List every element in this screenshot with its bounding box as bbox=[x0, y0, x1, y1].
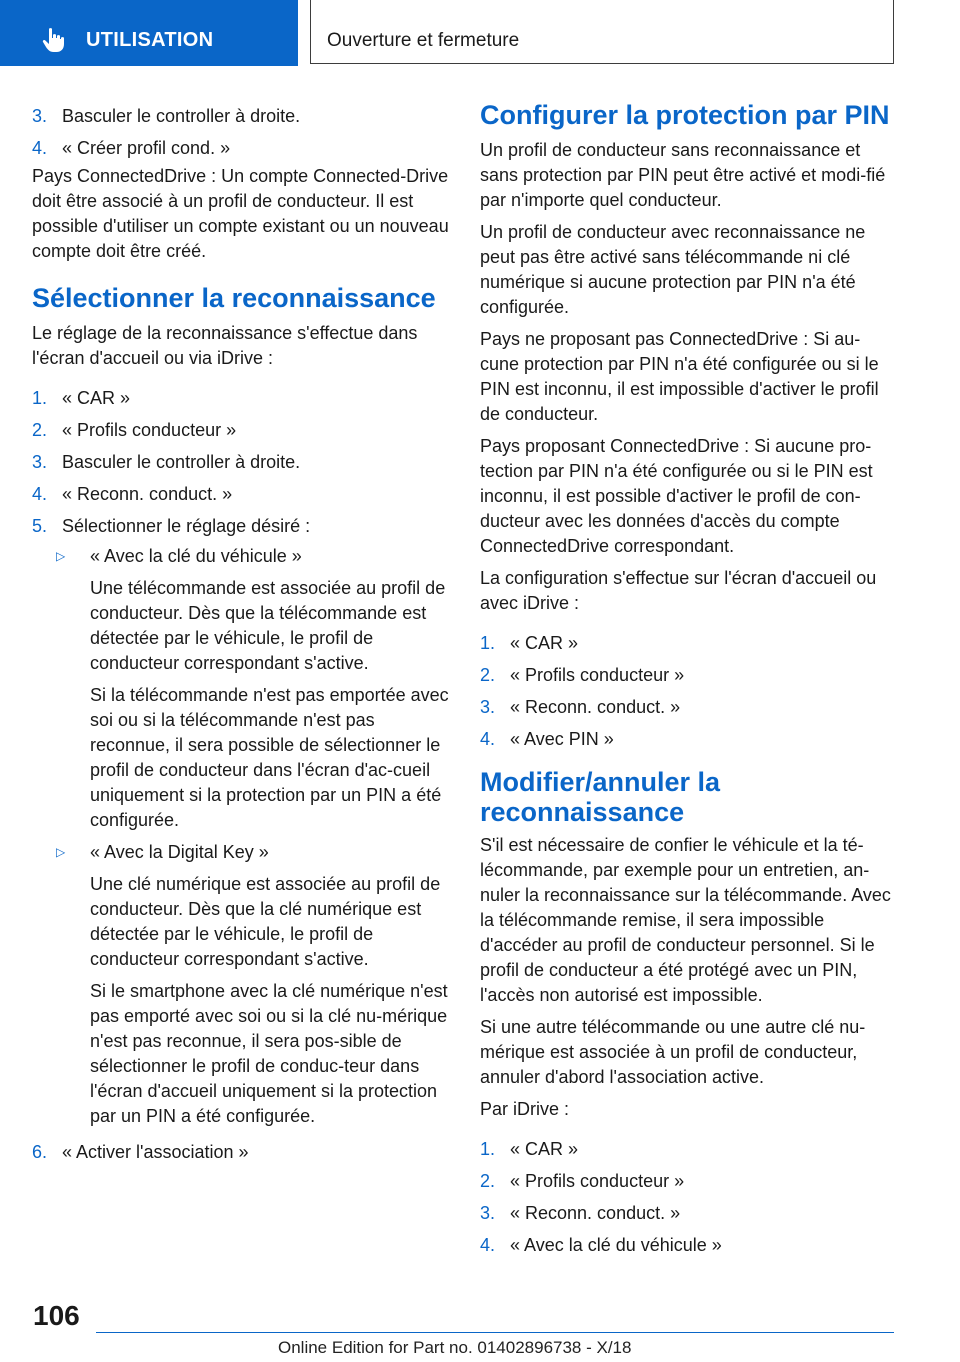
list-text: « Activer l'association » bbox=[62, 1142, 249, 1162]
list-item bbox=[480, 627, 896, 659]
list-text: « CAR » bbox=[62, 388, 131, 408]
list-item bbox=[32, 414, 450, 446]
pin-paragraph: Pays proposant ConnectedDrive : Si aucune pro-tection par PIN n'a été configurée ou si le PIN est inconnu, il est possible d'activer le profil de con-ducteur avec les données d'accès du compte ConnectedDrive correspondant. bbox=[480, 436, 873, 556]
list-item bbox=[32, 446, 450, 478]
modify-paragraph: Si une autre télécommande ou une autre clé nu-mérique est associée à un profil de conducteur, annuler d'abord l'association active. bbox=[480, 1017, 866, 1087]
list-number: 5. bbox=[32, 516, 48, 536]
connecteddrive-paragraph: Pays ConnectedDrive : Un compte Connected-Drive doit être associé à un profil de conducteur. Il est possible d'utiliser un compte existant ou un nouveau compte doit être créé. bbox=[32, 166, 449, 261]
list-number: 1. bbox=[480, 1139, 496, 1159]
pin-paragraph: Un profil de conducteur avec reconnaissance ne peut pas être activé sans télécommande ni clé numérique si aucune protection par PIN n'a été configurée. bbox=[480, 222, 866, 317]
continued-list bbox=[32, 100, 450, 164]
sub-option-digital-key bbox=[32, 840, 450, 1129]
heading-select-recognition: Sélectionner la reconnaissance bbox=[32, 283, 436, 313]
idrive-steps bbox=[480, 1133, 896, 1261]
list-item bbox=[32, 132, 450, 164]
pin-paragraph: La configuration s'effectue sur l'écran d'accueil ou avec iDrive : bbox=[480, 568, 877, 613]
sub-option-title: « Avec la clé du véhicule » bbox=[90, 546, 302, 566]
modify-paragraph: S'il est nécessaire de confier le véhicule et la té-lécommande, par exemple pour un entretien, an-nuler la reconnaissance sur la télécommande. Avec la télécommande remise, il sera impossible d'accéder au profil de conducteur personnel. Si le profil de conducteur a été protégé avec un PIN, l'accès non autorisé est impossible. bbox=[480, 835, 891, 1005]
sub-option-paragraph: Une clé numérique est associée au profil de conducteur. Dès que la clé numérique est détectée par le véhicule, le profil de conducteur correspondant s'active. bbox=[90, 874, 441, 969]
list-number: 3. bbox=[480, 1203, 496, 1223]
footer-edition: Online Edition for Part no. 01402896738 - X/18 bbox=[278, 1338, 632, 1357]
list-text: « CAR » bbox=[510, 1139, 579, 1159]
page-header bbox=[0, 0, 960, 66]
list-number: 4. bbox=[480, 729, 496, 749]
list-number: 1. bbox=[480, 633, 496, 653]
list-number: 6. bbox=[32, 1142, 48, 1162]
list-text: « Profils conducteur » bbox=[510, 665, 685, 685]
list-number: 3. bbox=[32, 106, 48, 126]
list-number: 4. bbox=[32, 484, 48, 504]
list-text: Basculer le controller à droite. bbox=[62, 106, 301, 126]
list-number: 2. bbox=[480, 1171, 496, 1191]
list-item bbox=[480, 1197, 896, 1229]
list-item bbox=[32, 510, 450, 542]
list-text: « Reconn. conduct. » bbox=[62, 484, 233, 504]
list-item bbox=[480, 1165, 896, 1197]
heading-modify-cancel: Modifier/annuler la reconnaissance bbox=[480, 767, 721, 827]
list-text: « Avec la clé du véhicule » bbox=[510, 1235, 722, 1255]
pin-paragraph: Pays ne proposant pas ConnectedDrive : Si au-cune protection par PIN n'a été configurée ou si le PIN est inconnu, il est impossible d'activer le profil de conducteur. bbox=[480, 329, 879, 424]
recognition-intro-paragraph: Le réglage de la reconnaissance s'effectue dans l'écran d'accueil ou via iDrive : bbox=[32, 323, 418, 368]
sub-option-paragraph: Si la télécommande n'est pas emportée avec soi ou si la télécommande n'est pas reconnue, il sera possible de sélectionner le profil de conducteur dans l'écran d'ac-cueil uniquement si la protection par un PIN a été configurée. bbox=[90, 685, 449, 830]
list-text: « Créer profil cond. » bbox=[62, 138, 231, 158]
list-number: 4. bbox=[32, 138, 48, 158]
section-title: UTILISATION bbox=[86, 29, 214, 51]
list-text: « Profils conducteur » bbox=[510, 1171, 685, 1191]
right-column bbox=[480, 100, 896, 1261]
chapter-tab bbox=[310, 0, 894, 64]
list-item bbox=[480, 659, 896, 691]
sub-option-vehicle-key bbox=[32, 544, 450, 833]
triangle-bullet-icon: ▷ bbox=[56, 549, 66, 563]
list-text: « CAR » bbox=[510, 633, 579, 653]
list-number: 4. bbox=[480, 1235, 496, 1255]
list-text: Sélectionner le réglage désiré : bbox=[62, 516, 311, 536]
recognition-steps bbox=[32, 382, 450, 542]
page-number: 106 bbox=[33, 1300, 80, 1331]
list-item bbox=[480, 691, 896, 723]
list-number: 2. bbox=[480, 665, 496, 685]
section-tab bbox=[0, 0, 298, 66]
list-item bbox=[480, 723, 896, 755]
modify-paragraph: Par iDrive : bbox=[480, 1099, 570, 1119]
hand-pointer-icon bbox=[40, 26, 68, 54]
list-item bbox=[32, 478, 450, 510]
sub-option-title: « Avec la Digital Key » bbox=[90, 842, 269, 862]
list-number: 3. bbox=[32, 452, 48, 472]
triangle-bullet-icon: ▷ bbox=[56, 845, 66, 859]
list-item bbox=[480, 1229, 896, 1261]
pin-paragraph: Un profil de conducteur sans reconnaissance et sans protection par PIN peut être activé et modi-fié par n'importe quel conducteur. bbox=[480, 140, 886, 210]
footer-divider bbox=[96, 1332, 894, 1333]
list-item bbox=[32, 100, 450, 132]
sub-option-paragraph: Une télécommande est associée au profil de conducteur. Dès que la télécommande est détectée par le véhicule, le profil de conducteur correspondant s'active. bbox=[90, 578, 446, 673]
list-number: 3. bbox=[480, 697, 496, 717]
list-item bbox=[32, 382, 450, 414]
list-number: 2. bbox=[32, 420, 48, 440]
list-number: 1. bbox=[32, 388, 48, 408]
pin-steps bbox=[480, 627, 896, 755]
heading-configure-pin: Configurer la protection par PIN bbox=[480, 100, 890, 130]
list-text: Basculer le controller à droite. bbox=[62, 452, 301, 472]
sub-option-paragraph: Si le smartphone avec la clé numérique n'est pas emporté avec soi ou si la clé nu-mérique n'est pas reconnue, il sera pos-sible de sélectionner le profil de conduc-teur dans l'écran d'accueil uniquement si la protection par un PIN a été configurée. bbox=[90, 981, 448, 1126]
left-column bbox=[32, 100, 450, 1168]
list-text: « Avec PIN » bbox=[510, 729, 614, 749]
chapter-title: Ouverture et fermeture bbox=[327, 30, 520, 51]
list-item bbox=[32, 1136, 450, 1168]
list-text: « Reconn. conduct. » bbox=[510, 1203, 681, 1223]
list-item bbox=[480, 1133, 896, 1165]
list-text: « Reconn. conduct. » bbox=[510, 697, 681, 717]
list-text: « Profils conducteur » bbox=[62, 420, 237, 440]
